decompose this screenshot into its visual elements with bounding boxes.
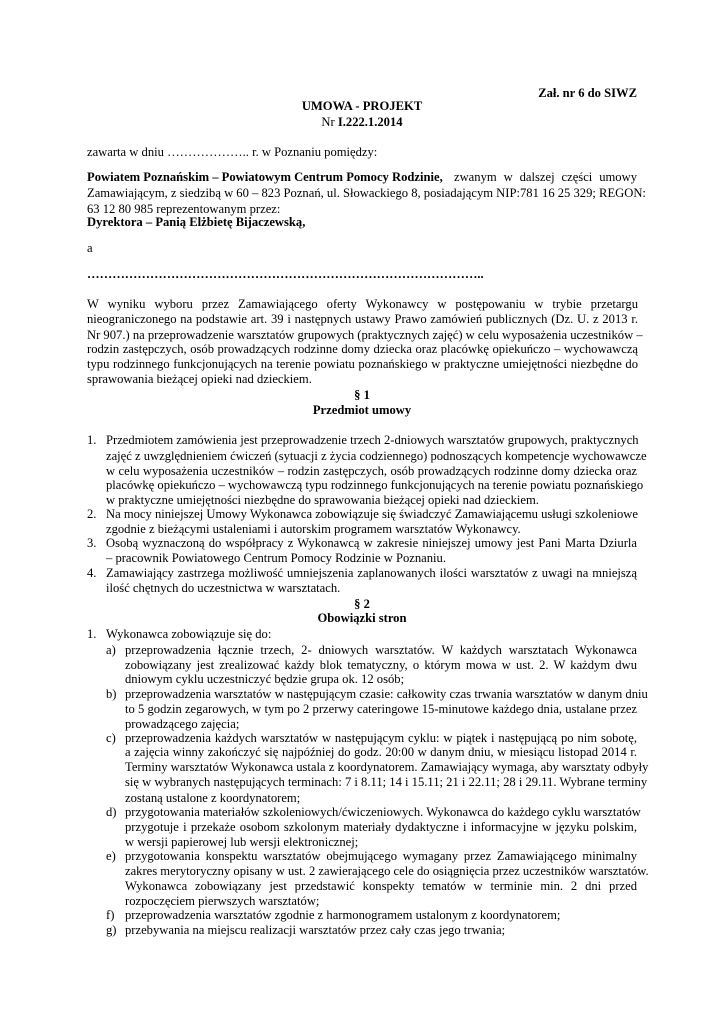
recital-line: typu rodzinnego funkcjonujących na terenie powiatu poznańskiego w praktyczne umiejętności niezbędne do [87,357,638,371]
section-1-number: § 1 [354,388,370,402]
party1-line: zwanym w dalszej części umowy [454,170,637,184]
section-2-subitem-line: przeprowadzenia łącznie trzech, 2- dniowych warsztatów. W każdych warsztatach Wykonawca [125,643,637,657]
section-2-subitem-line: zostaną ustalone z koordynatorem; [125,791,301,805]
section-2-subitem-line: rozpoczęciem pierwszych warsztatów; [125,894,320,908]
representative: Dyrektora – Panią Elżbietę Bijaczewską, [87,215,306,229]
section-2-subitem-line: Terminy warsztatów Wykonawca ustala z koordynatorem. Zamawiający wymaga, aby warsztaty odbyły [125,760,649,774]
section-2-subitem-line: to 5 godzin zegarowych, w tym po 2 przerwy cateringowe 15-minutowe każdego dnia, ustalane przez [125,702,637,716]
section-2-title: Obowiązki stron [317,611,407,625]
section-2-subitem-line: przeprowadzenia warsztatów zgodnie z harmonogramem ustalonym z koordynatorem; [125,908,561,922]
section-2-subitem-line: Wykonawca zobowiązany jest przedstawić konspekty tematów w terminie min. 2 dni przed [125,879,637,893]
section-1-item-line: w praktyczne umiejętności niezbędne do sprawowania bieżącej opieki nad dzieckiem. [106,493,539,507]
section-2-subitem-line: a zajęcia winny zakończyć się najpóźniej do godz. 20:00 w danym dniu, w miesiącu listopad 2014 r. [125,745,637,759]
section-1-item-line: zgodnie z bieżącymi ustaleniami i autorskim programem warsztatów Wykonawcy. [106,522,521,536]
section-1-item-line: Osobą wyznaczoną do współpracy z Wykonawcą w zakresie niniejszej umowy jest Pani Marta Dziurla [106,536,637,550]
section-2-subitem-line: zakres merytoryczny opisany w ust. 2 zawierającego cele do osiągnięcia przez uczestników warsztatów. [125,864,649,878]
section-1-item-line: w celu wyposażenia uczestników – rodzin zastępczych, osób prowadzących rodzinne domy dziecka oraz [106,464,637,478]
contract-number-label: Nr [321,115,338,129]
section-2-subitem-line: przygotowania materiałów szkoleniowych/ćwiczeniowych. Wykonawca do każdego cyklu warsztatów [125,805,641,819]
conjunction-and: a [87,241,93,255]
section-2-subitem-line: przebywania na miejscu realizacji warsztatów przez cały czas jego trwania; [125,923,506,937]
party1-line: 63 12 80 985 reprezentowanym przez: [87,202,281,216]
party2-placeholder: ………………………………………………………………………………….. [87,267,484,281]
section-2-subitem-line: prowadzącego zajęcia; [125,717,240,731]
section-2-subitem-line: dniowym cyklu uczestniczyć będzie grupa ok. 12 osób; [125,672,405,686]
section-2-subitem-letter: e) [106,849,116,863]
section-2-subitem-letter: g) [106,923,117,937]
section-1-item-line: Na mocy niniejszej Umowy Wykonawca zobowiązuje się świadczyć Zamawiającemu usługi szkoleniowe [106,507,638,521]
section-2-subitem-line: zobowiązany jest zrealizować każdy blok tematyczny, o którym mowa w ust. 2. W każdym dwu [125,658,637,672]
section-2-subitem-line: przygotowania konspektu warsztatów obejmującego wymagany przez Zamawiającego minimalny [125,849,637,863]
recital-line: Nr 907.) na przeprowadzenie warsztatów grupowych (praktycznych zajęć) w celu wyposażenia uczestników – [87,328,643,342]
document-title: UMOWA - PROJEKT [301,99,423,113]
section-1-item-line: Przedmiotem zamówienia jest przeprowadzenie trzech 2-dniowych warsztatów grupowych, praktycznych [106,433,639,447]
section-1-item-line: – pracownik Powiatowego Centrum Pomocy Rodzinie w Poznaniu. [106,551,446,565]
section-1-item-line: ilość chętnych do uczestnictwa w warsztatach. [106,581,341,595]
section-2-subitem-letter: c) [106,731,116,745]
recital-line: sprawowania bieżącej opieki nad dzieckiem. [87,372,312,386]
section-2-item-text: Wykonawca zobowiązuje się do: [106,627,272,641]
section-2-subitem-line: przeprowadzenia warsztatów w następującym czasie: całkowity czas trwania warsztatów w danym dniu [125,687,648,701]
concluded-on: zawarta w dniu ……………….. r. w Poznaniu pomiędzy: [87,145,378,159]
section-2-subitem-line: się w wybranych następujących terminach: 7 i 8.11; 14 i 15.11; 21 i 22.11; 28 i 29.11. Wybrane terminy [125,775,648,789]
section-1-item-number: 1. [87,433,97,447]
section-1-item-line: placówkę opiekuńczo – wychowawczą typu rodzinnego funkcjonujących na terenie powiatu poznańskiego [106,478,644,492]
recital-line: nieograniczonego na podstawie art. 39 i następnych ustawy Prawo zamówień publicznych (Dz. U. z 2013 r. [87,312,638,326]
party1-name: Powiatem Poznańskim – Powiatowym Centrum Pomocy Rodzinie, [87,170,443,184]
contract-number-value: I.222.1.2014 [337,115,403,129]
section-2-subitem-letter: f) [106,908,115,922]
section-2-subitem-line: przeprowadzenia każdych warsztatów w następującym cyklu: w piątek i następującą po nim sobotę, [125,731,637,745]
contract-number [0,115,724,129]
section-2-subitem-line: przygotuje i przekaże osobom szkolonym materiały dydaktyczne i informacyjne w języku polskim, [125,820,637,834]
section-2-item-number: 1. [87,627,97,641]
section-2-subitem-letter: d) [106,805,117,819]
section-1-item-line: Zamawiający zastrzega możliwość umniejszenia zaplanowanych ilości warsztatów z uwagi na mniejszą [106,566,637,580]
attachment-label: Zał. nr 6 do SIWZ [538,86,637,100]
recital-line: W wyniku wyboru przez Zamawiającego oferty Wykonawcy w postępowaniu w trybie przetargu [87,297,638,311]
section-2-subitem-letter: a) [106,643,116,657]
section-1-title: Przedmiot umowy [312,403,412,417]
party1-line: Zamawiającym, z siedzibą w 60 – 823 Poznań, ul. Słowackiego 8, posiadającym NIP:781 16 25 329; REGON: [87,186,646,200]
section-1-item-number: 2. [87,507,97,521]
section-2-number: § 2 [354,597,370,611]
section-1-item-line: zajęć z uwzględnieniem ćwiczeń (sytuacji z życia codziennego) podnoszących kompetencje wychowawcze [106,449,647,463]
section-1-item-number: 3. [87,536,97,550]
section-1-item-number: 4. [87,566,97,580]
recital-line: rodzin zastępczych, osób prowadzących rodzinne domy dziecka oraz placówkę opiekuńczo – wychowawczą [87,342,638,356]
section-2-subitem-line: w wersji papierowej lub wersji elektronicznej; [125,835,359,849]
section-2-subitem-letter: b) [106,687,117,701]
